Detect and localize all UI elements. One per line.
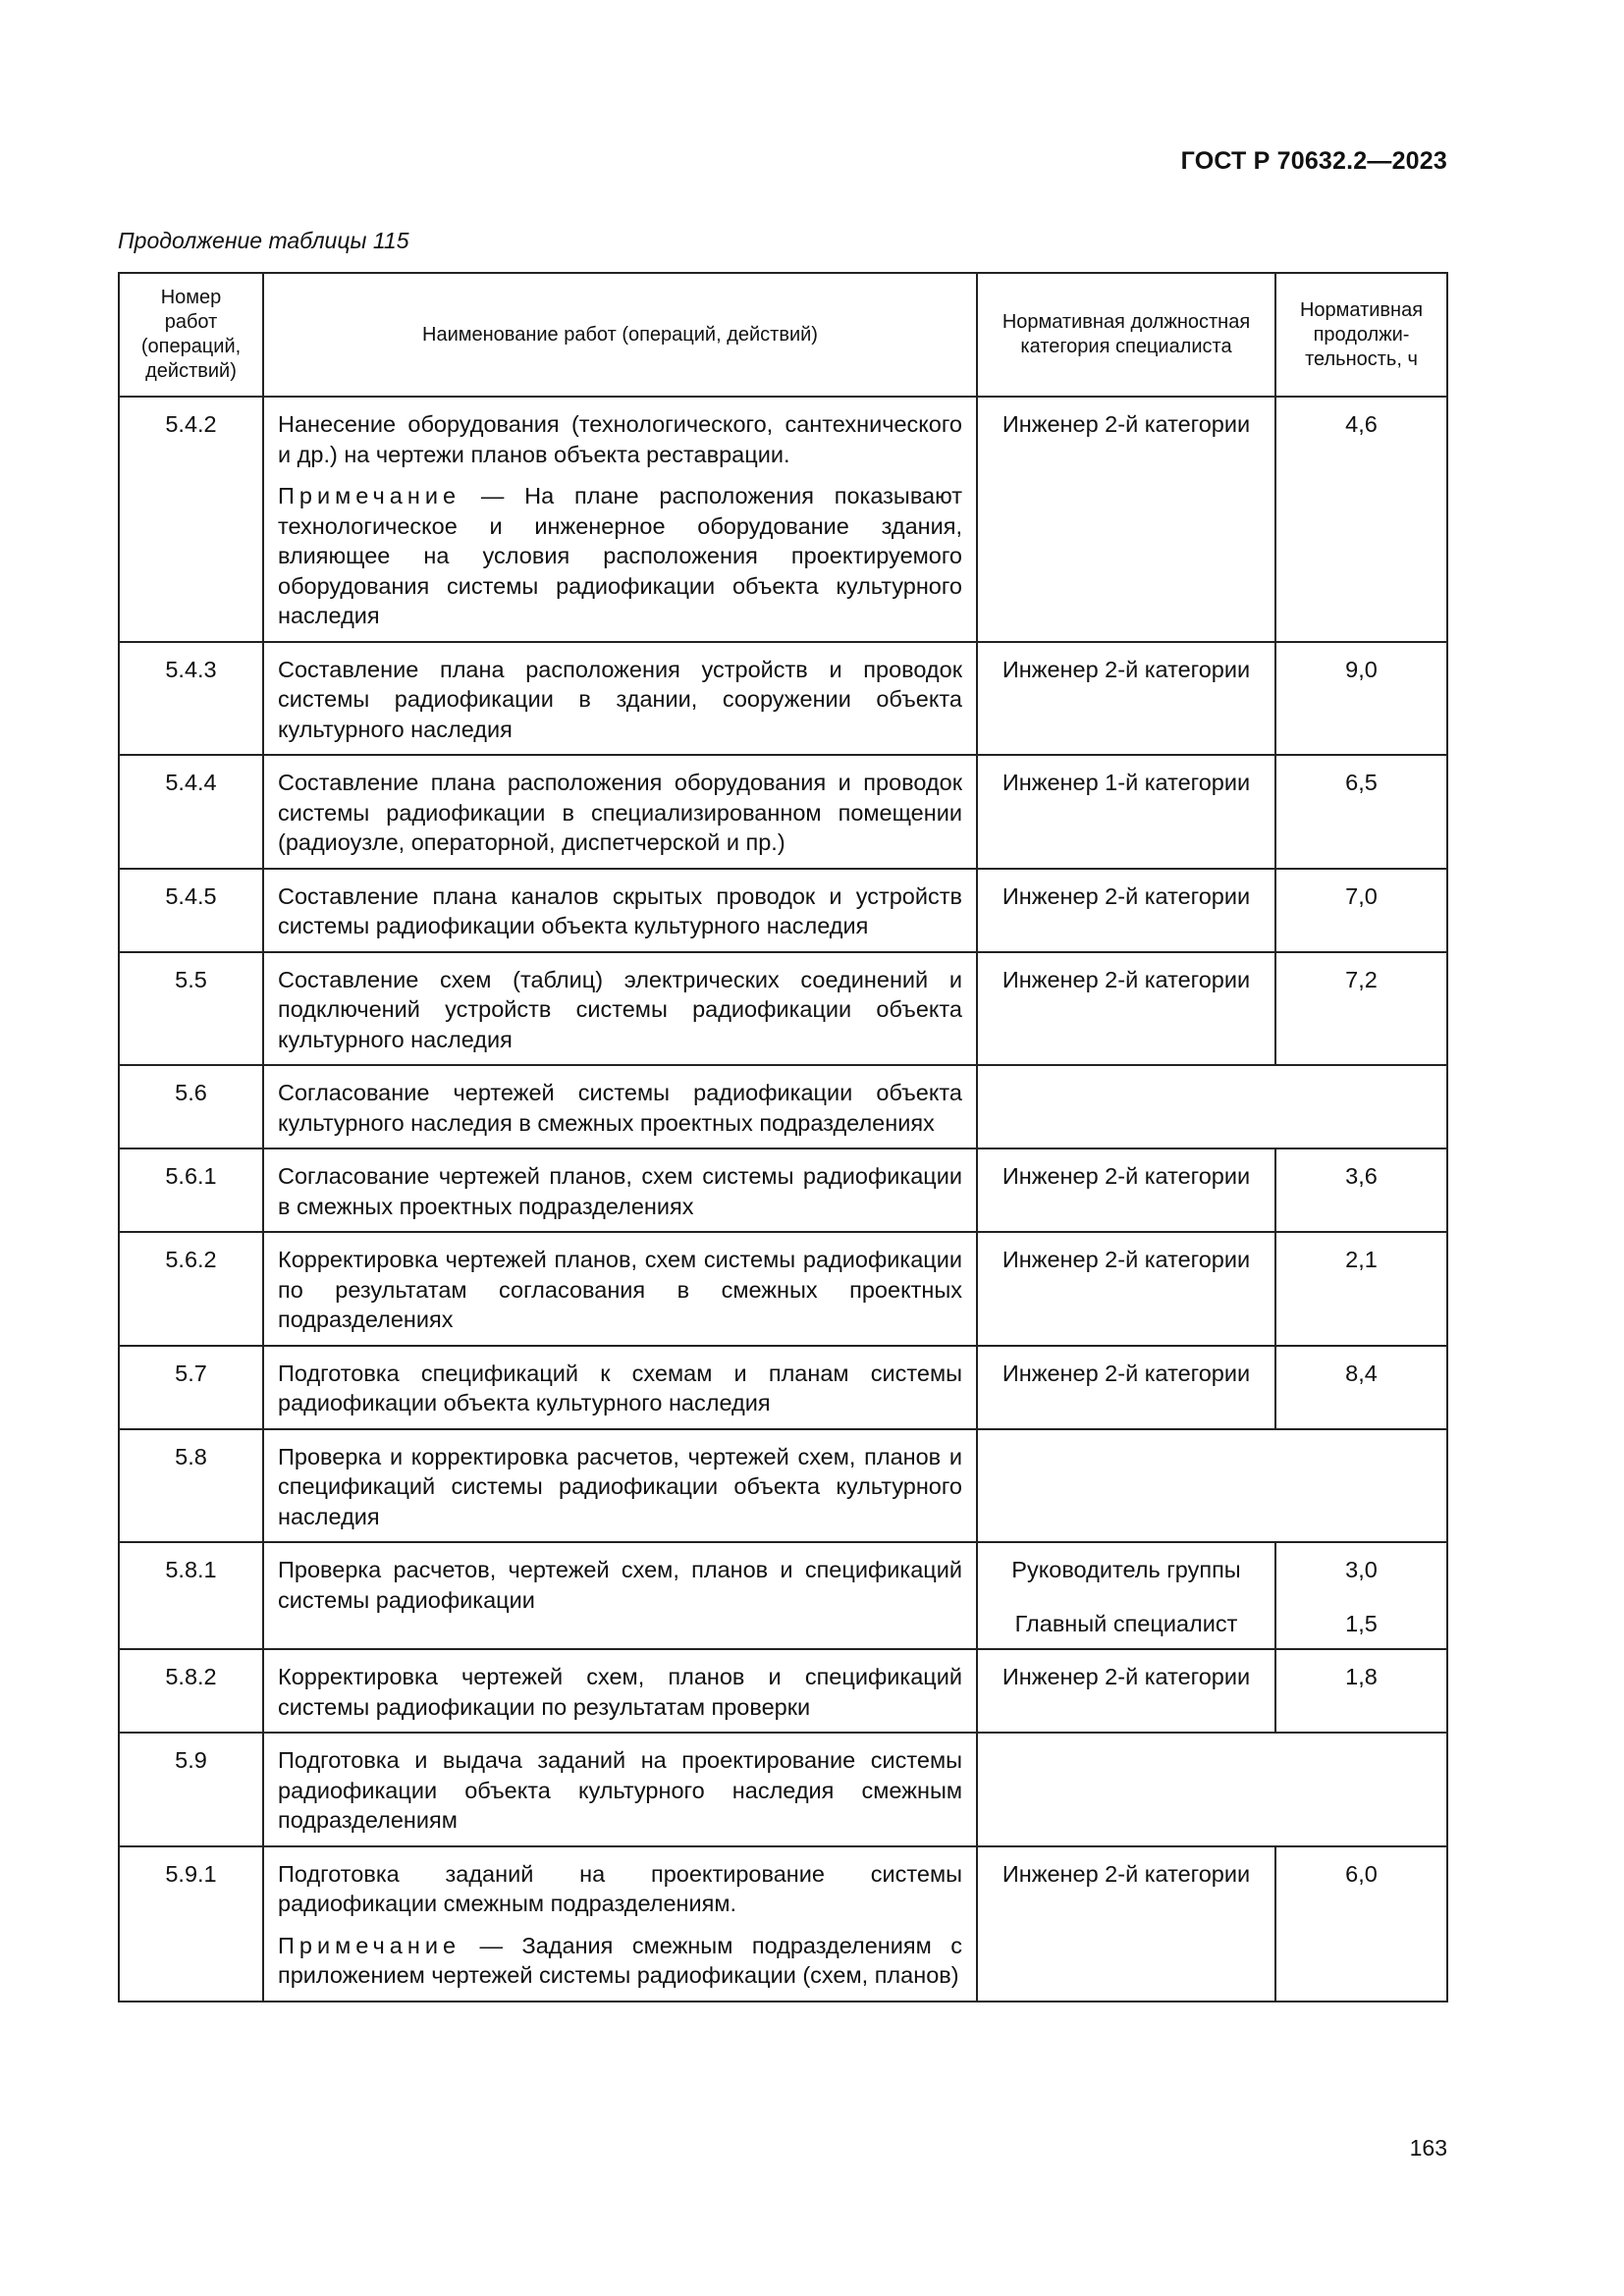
row-number: 5.8.1	[119, 1542, 263, 1649]
row-name: Составление плана расположения устройств и проводок системы радиофикации в здании, сооружении объекта культурного наследия	[263, 642, 977, 756]
row-name-text: Подготовка заданий на проектирование системы радиофикации смежным подразделениям.	[278, 1860, 962, 1916]
row-name: Проверка расчетов, чертежей схем, планов и спецификаций системы радиофикации	[263, 1542, 977, 1649]
note-text: — На плане расположения показывают технологическое и инженерное оборудование здания, влияющее на условия расположения проектируемого оборудования системы радиофикации объекта культурного наследия	[278, 483, 962, 628]
row-name: Согласование чертежей планов, схем системы радиофикации в смежных проектных подразделениях	[263, 1148, 977, 1232]
row-duration: 1,8	[1275, 1649, 1447, 1733]
table-header-row	[119, 273, 1447, 397]
row-number: 5.4.5	[119, 869, 263, 952]
row-number: 5.7	[119, 1346, 263, 1429]
row-name: Проверка и корректировка расчетов, чертежей схем, планов и спецификаций системы радиофикации объекта культурного наследия	[263, 1429, 977, 1543]
row-name: Составление плана каналов скрытых проводок и устройств системы радиофикации объекта культурного наследия	[263, 869, 977, 952]
header-number: Номер работ (операций, действий)	[119, 273, 263, 397]
row-duration: 6,5	[1275, 755, 1447, 869]
row-name: Подготовка спецификаций к схемам и планам системы радиофикации объекта культурного наследия	[263, 1346, 977, 1429]
row-category: Инженер 2-й категории	[977, 397, 1275, 642]
note-label: Примечание	[278, 1932, 461, 1958]
page-number: 163	[1409, 2135, 1447, 2161]
row-duration: 2,1	[1275, 1232, 1447, 1346]
row-name-text: Нанесение оборудования (технологического, сантехнического и др.) на чертежи планов объекта реставрации.	[278, 411, 962, 467]
table-row	[119, 1148, 1447, 1232]
row-category: Инженер 2-й категории	[977, 1346, 1275, 1429]
row-name: Составление плана расположения оборудования и проводок системы радиофикации в специализированном помещении (радиоузле, операторной, диспетчерской и пр.)	[263, 755, 977, 869]
table-row	[119, 1429, 1447, 1543]
table-row	[119, 755, 1447, 869]
row-category: Инженер 2-й категории	[977, 1148, 1275, 1232]
note-text: — Задания смежным подразделениям с приложением чертежей системы радиофикации (схем, планов)	[278, 1932, 962, 1988]
row-category	[977, 1065, 1447, 1148]
row-number: 5.5	[119, 952, 263, 1066]
document-code: ГОСТ Р 70632.2—2023	[1180, 147, 1447, 175]
row-category: Инженер 2-й категории	[977, 1846, 1275, 2002]
row-category	[977, 1429, 1447, 1543]
row-category	[977, 1542, 1275, 1649]
row-number: 5.4.4	[119, 755, 263, 869]
table-caption: Продолжение таблицы 115	[118, 228, 409, 253]
row-duration: 9,0	[1275, 642, 1447, 756]
row-duration: 7,2	[1275, 952, 1447, 1066]
row-note	[278, 1931, 962, 1991]
row-name	[263, 397, 977, 642]
row-category	[977, 1733, 1447, 1846]
row-number: 5.8.2	[119, 1649, 263, 1733]
row-number: 5.6.1	[119, 1148, 263, 1232]
row-category: Инженер 2-й категории	[977, 1232, 1275, 1346]
row-number: 5.8	[119, 1429, 263, 1543]
row-name: Корректировка чертежей планов, схем системы радиофикации по результатам согласования в смежных проектных подразделениях	[263, 1232, 977, 1346]
table-row	[119, 869, 1447, 952]
header-name: Наименование работ (операций, действий)	[263, 273, 977, 397]
header-category: Нормативная должностная категория специалиста	[977, 273, 1275, 397]
row-note	[278, 481, 962, 631]
duration-entry: 3,0	[1345, 1557, 1378, 1582]
row-duration: 4,6	[1275, 397, 1447, 642]
table-row	[119, 1232, 1447, 1346]
category-entry: Руководитель группы	[1011, 1557, 1241, 1582]
row-category: Инженер 2-й категории	[977, 1649, 1275, 1733]
row-name: Подготовка и выдача заданий на проектирование системы радиофикации объекта культурного наследия смежным подразделениям	[263, 1733, 977, 1846]
row-name: Согласование чертежей системы радиофикации объекта культурного наследия в смежных проектных подразделениях	[263, 1065, 977, 1148]
row-number: 5.6.2	[119, 1232, 263, 1346]
table-row	[119, 1733, 1447, 1846]
table-row	[119, 397, 1447, 642]
table-row	[119, 1542, 1447, 1649]
duration-entry: 1,5	[1345, 1610, 1378, 1636]
note-label: Примечание	[278, 483, 461, 508]
row-number: 5.4.2	[119, 397, 263, 642]
row-category: Инженер 2-й категории	[977, 952, 1275, 1066]
header-duration: Нормативная продолжи-тельность, ч	[1275, 273, 1447, 397]
row-name: Составление схем (таблиц) электрических соединений и подключений устройств системы радиофикации объекта культурного наследия	[263, 952, 977, 1066]
row-number: 5.9.1	[119, 1846, 263, 2002]
table-row	[119, 1065, 1447, 1148]
works-table	[118, 272, 1448, 2002]
category-entry: Главный специалист	[1014, 1610, 1238, 1636]
row-duration	[1275, 1542, 1447, 1649]
row-number: 5.9	[119, 1733, 263, 1846]
row-duration: 3,6	[1275, 1148, 1447, 1232]
table-row	[119, 642, 1447, 756]
row-name	[263, 1846, 977, 2002]
row-duration: 6,0	[1275, 1846, 1447, 2002]
table-row	[119, 1346, 1447, 1429]
row-category: Инженер 2-й категории	[977, 642, 1275, 756]
row-name: Корректировка чертежей схем, планов и спецификаций системы радиофикации по результатам проверки	[263, 1649, 977, 1733]
table-row	[119, 1649, 1447, 1733]
row-number: 5.6	[119, 1065, 263, 1148]
row-duration: 7,0	[1275, 869, 1447, 952]
row-number: 5.4.3	[119, 642, 263, 756]
table-row	[119, 1846, 1447, 2002]
row-category: Инженер 1-й категории	[977, 755, 1275, 869]
row-duration: 8,4	[1275, 1346, 1447, 1429]
row-category: Инженер 2-й категории	[977, 869, 1275, 952]
table-row	[119, 952, 1447, 1066]
